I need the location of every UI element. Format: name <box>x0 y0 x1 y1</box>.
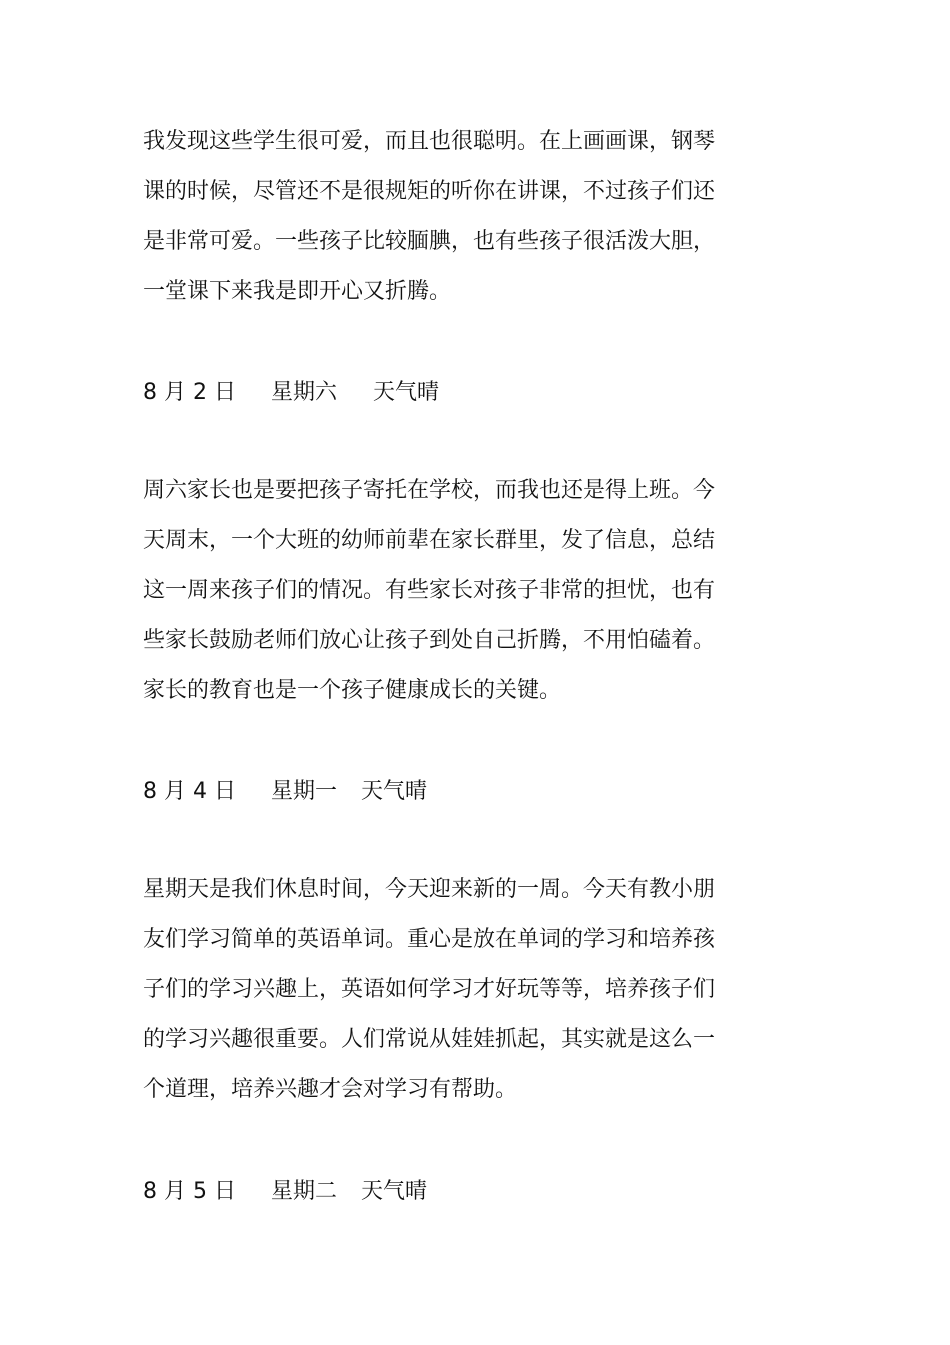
entry-date: 8 月 4 日 <box>143 779 236 804</box>
text-line: 课的时候，尽管还不是很规矩的听你在讲课，不过孩子们还 <box>143 179 716 204</box>
text-line: 我发现这些学生很可爱，而且也很聪明。在上画画课，钢琴 <box>143 129 716 154</box>
entry-weekday: 星期一 <box>271 779 338 804</box>
text-line: 这一周来孩子们的情况。有些家长对孩子非常的担忧，也有 <box>143 578 716 603</box>
entry-heading-aug-5 <box>143 1180 427 1204</box>
paragraph-1 <box>143 130 753 330</box>
entry-weekday: 星期六 <box>271 380 338 405</box>
text-line: 一堂课下来我是即开心又折腾。 <box>143 279 452 304</box>
entry-weather: 天气晴 <box>361 1179 428 1204</box>
text-line: 周六家长也是要把孩子寄托在学校，而我也还是得上班。今 <box>143 478 716 503</box>
text-line: 星期天是我们休息时间，今天迎来新的一周。今天有教小朋 <box>143 877 716 902</box>
entry-date: 8 月 5 日 <box>143 1179 236 1204</box>
entry-weather: 天气晴 <box>361 779 428 804</box>
text-line: 些家长鼓励老师们放心让孩子到处自己折腾，不用怕磕着。 <box>143 628 716 653</box>
text-line: 天周末，一个大班的幼师前辈在家长群里，发了信息，总结 <box>143 528 716 553</box>
text-line: 子们的学习兴趣上，英语如何学习才好玩等等，培养孩子们 <box>143 977 716 1002</box>
entry-weekday: 星期二 <box>271 1179 338 1204</box>
entry-date: 8 月 2 日 <box>143 380 236 405</box>
text-line: 的学习兴趣很重要。人们常说从娃娃抓起，其实就是这么一 <box>143 1027 716 1052</box>
text-line: 个道理，培养兴趣才会对学习有帮助。 <box>143 1077 518 1102</box>
paragraph-3 <box>143 878 753 1128</box>
entry-heading-aug-2 <box>143 381 439 405</box>
paragraph-2 <box>143 479 753 729</box>
entry-heading-aug-4 <box>143 780 427 804</box>
text-line: 是非常可爱。一些孩子比较腼腆，也有些孩子很活泼大胆， <box>143 229 716 254</box>
entry-weather: 天气晴 <box>373 380 440 405</box>
text-line: 家长的教育也是一个孩子健康成长的关键。 <box>143 678 562 703</box>
text-line: 友们学习简单的英语单词。重心是放在单词的学习和培养孩 <box>143 927 716 952</box>
